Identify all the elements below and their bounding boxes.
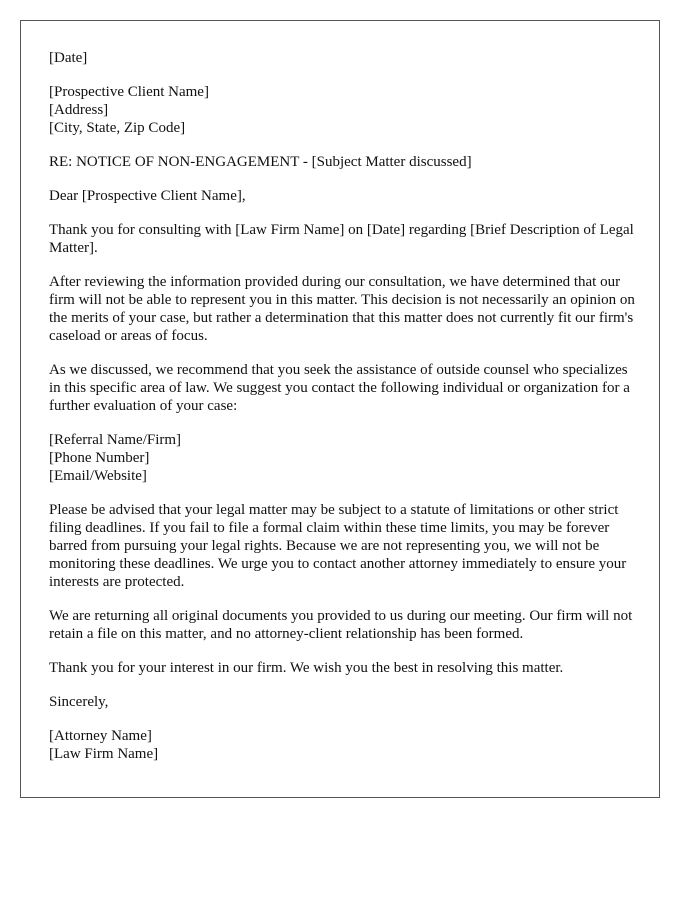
paragraph-statute-warning: Please be advised that your legal matter may be subject to a statute of limitations or other strict filing deadlines. If you fail to file a formal claim within these time limits, you may be forever barred from pursuing your legal rights. Because we are not representing you, we will not be monitoring these deadlines. We urge you to contact another attorney immediately to ensure your interests are protected. <box>49 502 627 590</box>
referral-phone: [Phone Number] <box>49 450 150 466</box>
paragraph-documents-returned: We are returning all original documents you provided to us during our meeting. Our firm will not retain a file on this matter, and no attorney-client relationship has been formed. <box>49 608 633 642</box>
referral-email: [Email/Website] <box>49 468 147 484</box>
letter-page <box>20 20 660 798</box>
letter-body <box>49 49 637 763</box>
subject-line <box>49 153 637 171</box>
paragraph-decision: After reviewing the information provided during our consultation, we have determined that our firm will not be able to represent you in this matter. This decision is not necessarily an opinion on the merits of your case, but rather a determination that this matter does not currently fit our firm's caseload or areas of focus. <box>49 274 635 344</box>
referral-name: [Referral Name/Firm] <box>49 432 182 448</box>
closing <box>49 693 637 711</box>
paragraph-consultation: Thank you for consulting with [Law Firm Name] on [Date] regarding [Brief Description of Legal Matter]. <box>49 222 634 256</box>
paragraph-thanks: Thank you for your interest in our firm. We wish you the best in resolving this matter. <box>49 660 564 676</box>
recipient-name: [Prospective Client Name] <box>49 84 209 100</box>
subject-text: RE: NOTICE OF NON-ENGAGEMENT - [Subject Matter discussed] <box>49 154 472 170</box>
letter-date <box>49 49 637 67</box>
recipient-city-state-zip: [City, State, Zip Code] <box>49 120 186 136</box>
closing-text: Sincerely, <box>49 694 109 710</box>
paragraph-referral-intro: As we discussed, we recommend that you seek the assistance of outside counsel who specializes in this specific area of law. We suggest you contact the following individual or organization for a further evaluation of your case: <box>49 362 630 414</box>
date-text: [Date] <box>49 50 88 66</box>
salutation-text: Dear [Prospective Client Name], <box>49 188 246 204</box>
signature-firm: [Law Firm Name] <box>49 746 159 762</box>
signature-attorney: [Attorney Name] <box>49 728 152 744</box>
recipient-address-block <box>49 83 637 137</box>
referral-block <box>49 431 637 485</box>
recipient-address: [Address] <box>49 102 109 118</box>
signature-block <box>49 727 637 763</box>
salutation <box>49 187 637 205</box>
